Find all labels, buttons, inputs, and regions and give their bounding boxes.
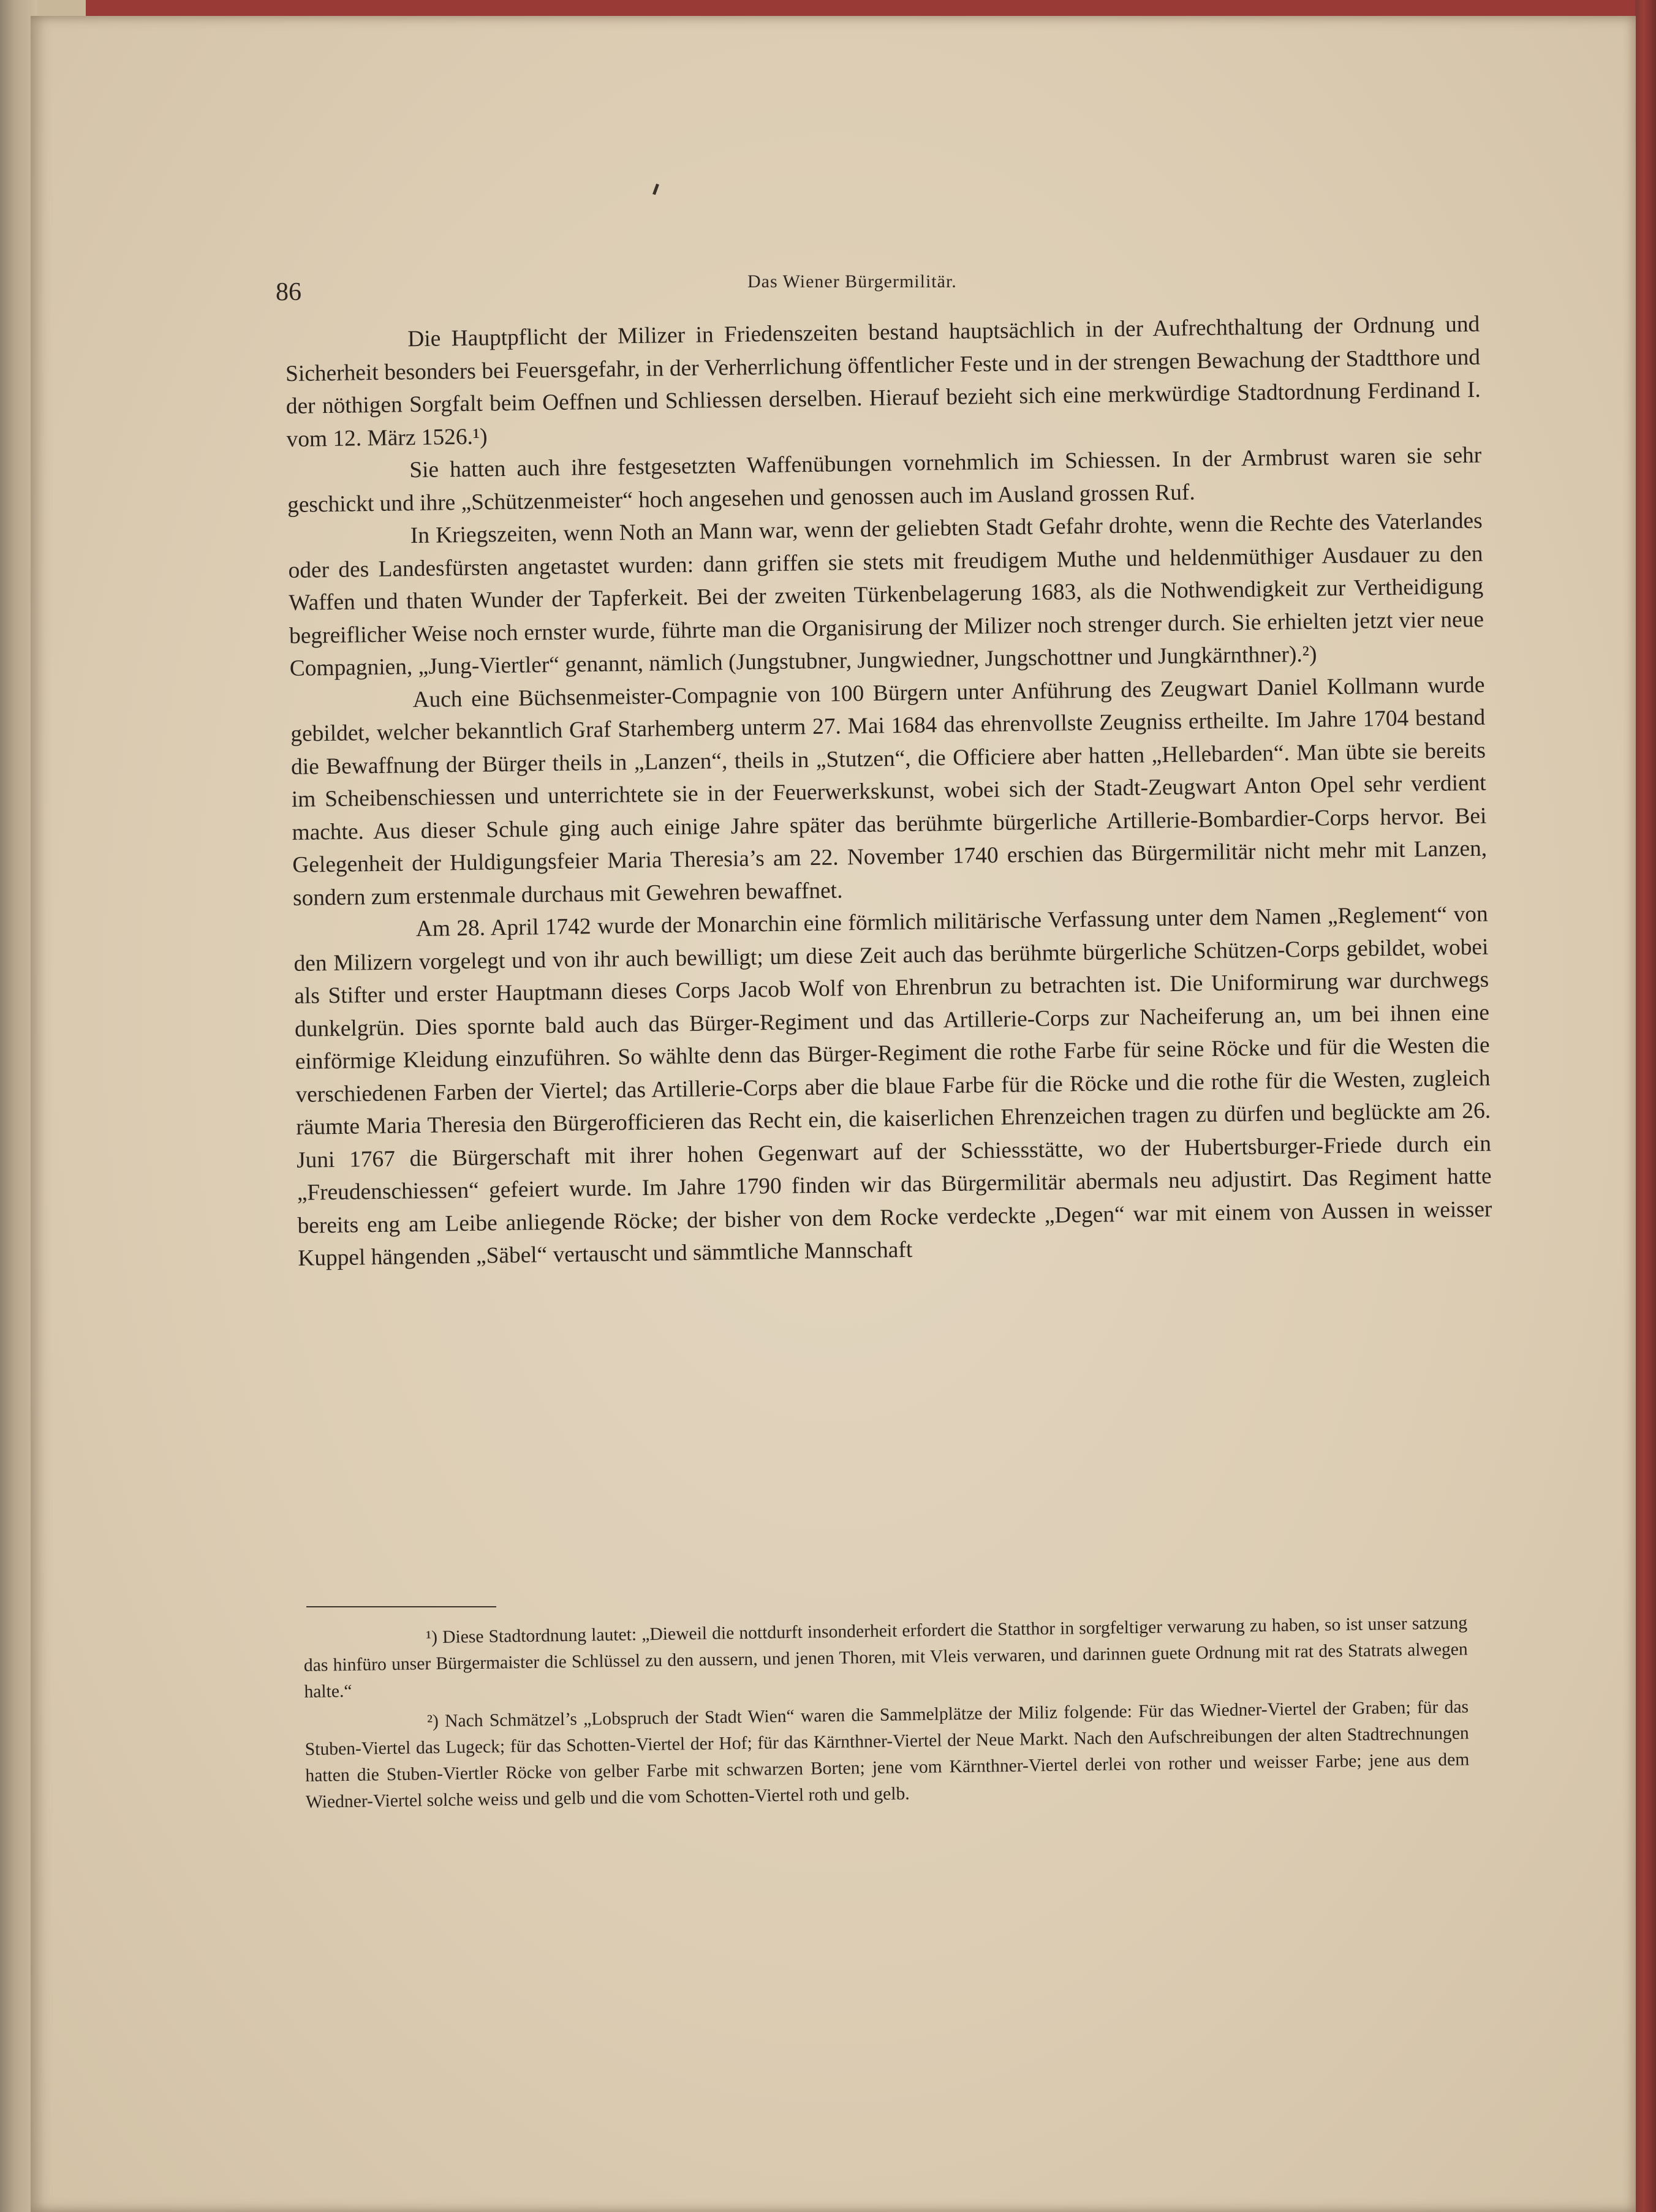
paragraph: Die Hauptpflicht der Milizer in Friedenszeiten bestand hauptsächlich in der Aufrechthaltung der Ordnung und Sicherheit besonders bei Feuersgefahr, in der Verherrlichung öffentlicher Feste und in der strengen Bewachung der Stadtthore und der nöthigen Sorgfalt beim Oeffnen und Schliessen derselben. Hierauf bezieht sich eine merkwürdige Stadtordnung Ferdinand I. vom 12. März 1526.¹) xyxy=(285,311,1481,452)
running-title: Das Wiener Bürgermilitär. xyxy=(747,271,957,292)
page-header xyxy=(276,266,1470,309)
footnote-separator xyxy=(306,1606,496,1607)
body-text xyxy=(285,308,1492,1275)
paragraph: Am 28. April 1742 wurde der Monarchin eine förmlich militärische Verfassung unter dem Namen „Reglement“ von den Milizern vorgelegt und von ihr auch bewilligt; um diese Zeit auch das berühmte bürgerliche Schützen-Corps gebildet, wobei als Stifter und erster Hauptmann dieses Corps Jacob Wolf von Ehrenbrun zu betrachten ist. Die Uniformirung war durchwegs dunkelgrün. Dies spornte bald auch das Bürger-Regiment und das Artillerie-Corps zur Nacheiferung an, um bei ihnen eine einförmige Kleidung einzuführen. So wählte denn das Bürger-Regiment die rothe Farbe für seine Röcke und für die Westen die verschiedenen Farben der Viertel; das Artillerie-Corps aber die blaue Farbe für die Röcke und die rothe für die Westen, zugleich räumte Maria Theresia den Bürgerofficieren das Recht ein, die kaiserlichen Ehrenzeichen tragen zu dürfen und beglückte am 26. Juni 1767 die Bürgerschaft mit ihrer hohen Gegenwart auf der Schiessstätte, wo der Hubertsburger-Friede durch ein „Freudenschiessen“ gefeiert wurde. Im Jahre 1790 finden wir das Bürgermilitär abermals neu adjustirt. Das Regiment hatte bereits eng am Leibe anliegende Röcke; der bisher von dem Rocke verdeckte „Degen“ war mit einem von Aussen in weisser Kuppel hängenden „Säbel“ vertauscht und sämmtliche Mannschaft xyxy=(293,901,1492,1271)
paragraph: Sie hatten auch ihre festgesetzten Waffenübungen vornehmlich im Schiessen. In der Armbrust waren sie sehr geschickt und ihre „Schützenmeister“ hoch angesehen und genossen auch im Ausland grossen Ruf. xyxy=(287,442,1482,518)
paragraph: In Kriegszeiten, wenn Noth an Mann war, wenn der geliebten Stadt Gefahr drohte, wenn die Rechte des Vaterlandes oder des Landesfürsten angetastet wurden: dann griffen sie stets mit freudigem Muthe und heldenmüthiger Ausdauer zu den Waffen und thaten Wunder der Tapferkeit. Bei der zweiten Türkenbelagerung 1683, als die Nothwendigkeit zur Vertheidigung begreiflicher Weise noch ernster wurde, führte man die Organisirung der Milizer noch strenger durch. Sie erhielten jetzt vier neue Compagnien, „Jung-Viertler“ genannt, nämlich (Jungstubner, Jungwiedner, Jungschottner und Jungkärnthner).²) xyxy=(288,508,1484,681)
footnote: ²) Nach Schmätzel’s „Lobspruch der Stadt Wien“ waren die Sammelplätze der Miliz folgende: Für das Wiedner-Viertel der Graben; für das Stuben-Viertel das Lugeck; für das Schotten-Viertel der Hof; für das Kärnthner-Viertel der Neue Markt. Nach den Aufschreibungen der alten Stadtrechnungen hatten die Stuben-Viertler Röcke von gelber Farbe mit schwarzen Borten; jene vom Kärnthner-Viertel derlei von rother und weisser Farbe; jene aus dem Wiedner-Viertel solche weiss und gelb und die vom Schotten-Viertel roth und gelb. xyxy=(304,1697,1470,1812)
footnote: ¹) Diese Stadtordnung lautet: „Dieweil die nottdurft insonderheit erfordert die Statthor in sorgfeltiger verwarung zu haben, so ist unser satzung das hinfüro unser Bürgermaister die Schlüssel zu den aussern, und jenen Thoren, mit Vleis verwaren, und darinnen guete Ordnung mit rat des Statrats alwegen halte.“ xyxy=(303,1613,1468,1702)
footnotes xyxy=(303,1610,1470,1820)
paragraph: Auch eine Büchsenmeister-Compagnie von 100 Bürgern unter Anführung des Zeugwart Daniel Kollmann wurde gebildet, welcher bekanntlich Graf Starhemberg unterm 27. Mai 1684 das ehrenvollste Zeugniss ertheilte. Im Jahre 1704 bestand die Bewaffnung der Bürger theils in „Lanzen“, theils in „Stutzen“, die Officiere aber hatten „Hellebarden“. Man übte sie bereits im Scheibenschiessen und unterrichtete sie in der Feuerwerkskunst, wobei sich der Stadt-Zeugwart Anton Opel sehr verdient machte. Aus dieser Schule ging auch einige Jahre später das berühmte bürgerliche Artillerie-Bombardier-Corps hervor. Bei Gelegenheit der Huldigungsfeier Maria Theresia’s am 22. November 1740 erschien das Bürgermilitär nicht mehr mit Lanzen, sondern zum erstenmale durchaus mit Gewehren bewaffnet. xyxy=(290,672,1488,911)
book-binding-edge xyxy=(1635,0,1656,2212)
page-number: 86 xyxy=(276,278,301,306)
book-binding-top xyxy=(86,0,1656,16)
